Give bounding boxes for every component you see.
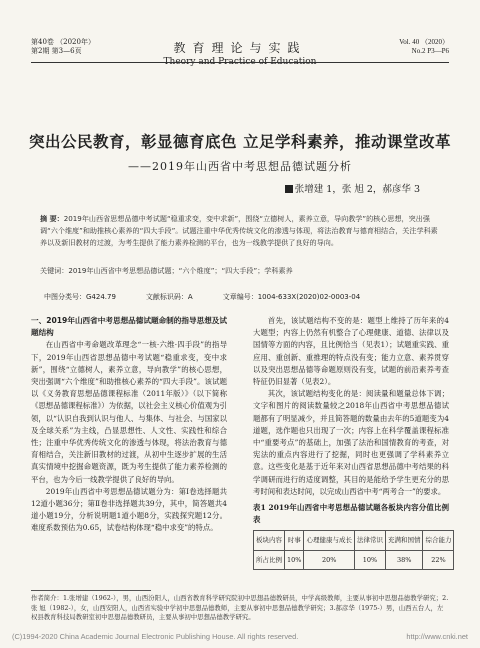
author-footnote: 作者简介：1.张增建（1962-），男，山西汾阳人，山西省教育科学研究院初中思想品德教研员，中学高级教师，主要从事初中思想品德教学研究；2.张 旭（1982-），女，山西安阳人，山西省实验中学初中思想品德教师，主要从事初中思想品德教学研究；3.郝彦华（1975-）男，山西五台人，左权县教育科技局教研室初中思想品德教研员，主要从事初中思想品德教学研究。 xyxy=(31,594,449,621)
clc-number: 中图分类号：G424.79 xyxy=(44,293,116,301)
keywords-text: 2019年山西省中考思想品德试题；“六个维度”；“四大手段”；学科素养 xyxy=(68,266,293,275)
abstract-label: 摘 要： xyxy=(40,214,64,223)
table-header-cell: 时事 xyxy=(285,531,304,550)
table-caption: 表1 2019年山西省中考思想品德试题各板块内容分值比例表 xyxy=(253,503,449,525)
cnki-url[interactable]: http://www.cnki.net xyxy=(406,632,468,641)
table-header-cell: 综合能力 xyxy=(423,531,454,550)
copyright-line xyxy=(12,632,468,641)
article-subtitle: ——2019年山西省中考思想品德试题分析 xyxy=(128,160,352,173)
right-column xyxy=(253,315,452,570)
authors xyxy=(285,181,420,195)
table-cell: 所占比例 xyxy=(254,550,285,569)
article-title: 突出公民教育，彰显德育底色 立足学科素养，推动课堂改革 xyxy=(29,132,451,151)
issue-en: No.2 P3—P6 xyxy=(411,47,449,55)
table-cell: 10% xyxy=(354,550,385,569)
section-heading: 一、2019年山西省中考思想品德试题命制的指导思想及试题结构 xyxy=(31,316,227,338)
square-icon xyxy=(285,185,293,193)
abstract xyxy=(40,213,440,249)
abstract-text: 2019年山西省思想品德中考试题“稳重求变，变中求新”，围绕“立德树人，素养立意，导向教学”的核心思想，突出强调“六个维度”和助推核心素养的“四大手段”。试题注重中华优秀传统文化的渗透与体现，将法治教育与德育相结合，关注学科素养以及新旧教材的过渡，为考生提供了能力素养检测的平台，也为一线教学提供了良好的导向。 xyxy=(40,214,438,247)
author-list: 张增建 1，张 旭 2，郝彦华 3 xyxy=(294,184,420,195)
footnote-rule xyxy=(31,590,151,591)
table-cell: 22% xyxy=(423,550,454,569)
table-row xyxy=(254,550,454,569)
document-code: 文献标识码：A xyxy=(145,293,193,301)
paragraph: 首先，该试题结构不变的是：题型上维持了历年来的4大题型；内容上仍然有机整合了心理健康、道德、法律以及国情等方面的内容，且比例恰当（见表1）；试题重实践、重应用、重创新、重推理的特点没有变；能力立意、素养贯穿以及突出思想品德等命题原则没有变，试题的前沿素养考查特征仍旧显著（见表2）。 xyxy=(253,316,449,387)
table-header-row xyxy=(254,531,454,550)
table-cell: 38% xyxy=(385,550,423,569)
issue-cn: 第2期 第3—6页 xyxy=(31,47,82,55)
table-header-cell: 充满和国情 xyxy=(385,531,423,550)
table-cell: 20% xyxy=(304,550,355,569)
table-header-cell: 法律常识 xyxy=(354,531,385,550)
keywords-label: 关键词： xyxy=(40,266,69,275)
keywords xyxy=(40,266,440,276)
volume-cn: 第40卷 （2020年） xyxy=(31,38,95,46)
score-table xyxy=(253,530,454,569)
journal-title-en: Theory and Practice of Education xyxy=(163,57,317,67)
table-header-cell: 心理健康与成长 xyxy=(304,531,355,550)
volume-en: Vol. 40 （2020） xyxy=(399,38,449,46)
paragraph: 在山西省中考命题改革理念“一核·六维·四手段”的指导下，2019年山西省思想品德中考试题“稳重求变，变中求新”，围绕“立德树人，素养立意，导向教学”的核心思想，突出强调“六个维度”和助推核心素养的“四大手段”。该试题以《义务教育思想品德课程标准（2011年版）》（以下简称《思想品德课程标准》）为依据，以社会主义核心价值观为引领，以“认识自我到认识与他人、与集体、与社会、与国家以及全球关系”为主线，凸显思想性、人文性、实践性和综合性；注重中华优秀传统文化的渗透与体现，将法治教育与德育相结合，关注新旧教材的过渡，从初中生逐步扩展的生活真实情境中挖掘命题资源，既为考生提供了能力素养检测的平台，也为今后一线教学提供了良好的导向。 xyxy=(31,340,227,484)
left-column xyxy=(31,315,227,535)
article-number: 文章编号：1004-633X(2020)02-0003-04 xyxy=(222,293,361,301)
header-rule xyxy=(31,62,449,63)
paragraph: 2019年山西省中考思想品德试题分为：第Ⅰ卷选择题共12道小题36分；第Ⅱ卷非选择题共39分，其中，简答题共4道小题19分，分析说明题1道小题8分，实践探究题12分。难度系数预估为0.65，试卷结构体现“稳中求变”的特点。 xyxy=(31,486,227,533)
table-header-cell: 板块内容 xyxy=(254,531,285,550)
classification-line xyxy=(44,292,360,302)
paragraph: 其次，该试题结构变化的是：阅读量和题量总体下调；文字和图片的阅读数量较之2018年山西省中考思想品德试题都有了明显减少，并且简答题的数量由去年的5道题变为4道题，选作题也只出现了一次；内容上在科学覆盖课程标准中“重要考点”的基础上，加强了法治和国情教育的考查，对宪法的重点内容进行了挖掘，同时也更强调了学科素养立意。这些变化是基于近年来对山西省思想品德中考结果的科学调研而进行的适度调整，其目的是能给予学生更充分的思考时间和表达时间，以完成山西省中考“两考合一”的要求。 xyxy=(253,389,449,496)
journal-title-cn: 教育理论与实践 xyxy=(173,41,307,55)
journal-header-right xyxy=(399,38,449,56)
table-cell: 10% xyxy=(285,550,304,569)
copyright-text: (C)1994-2020 China Academic Journal Electronic Publishing House. All rights reserved. xyxy=(12,632,299,641)
